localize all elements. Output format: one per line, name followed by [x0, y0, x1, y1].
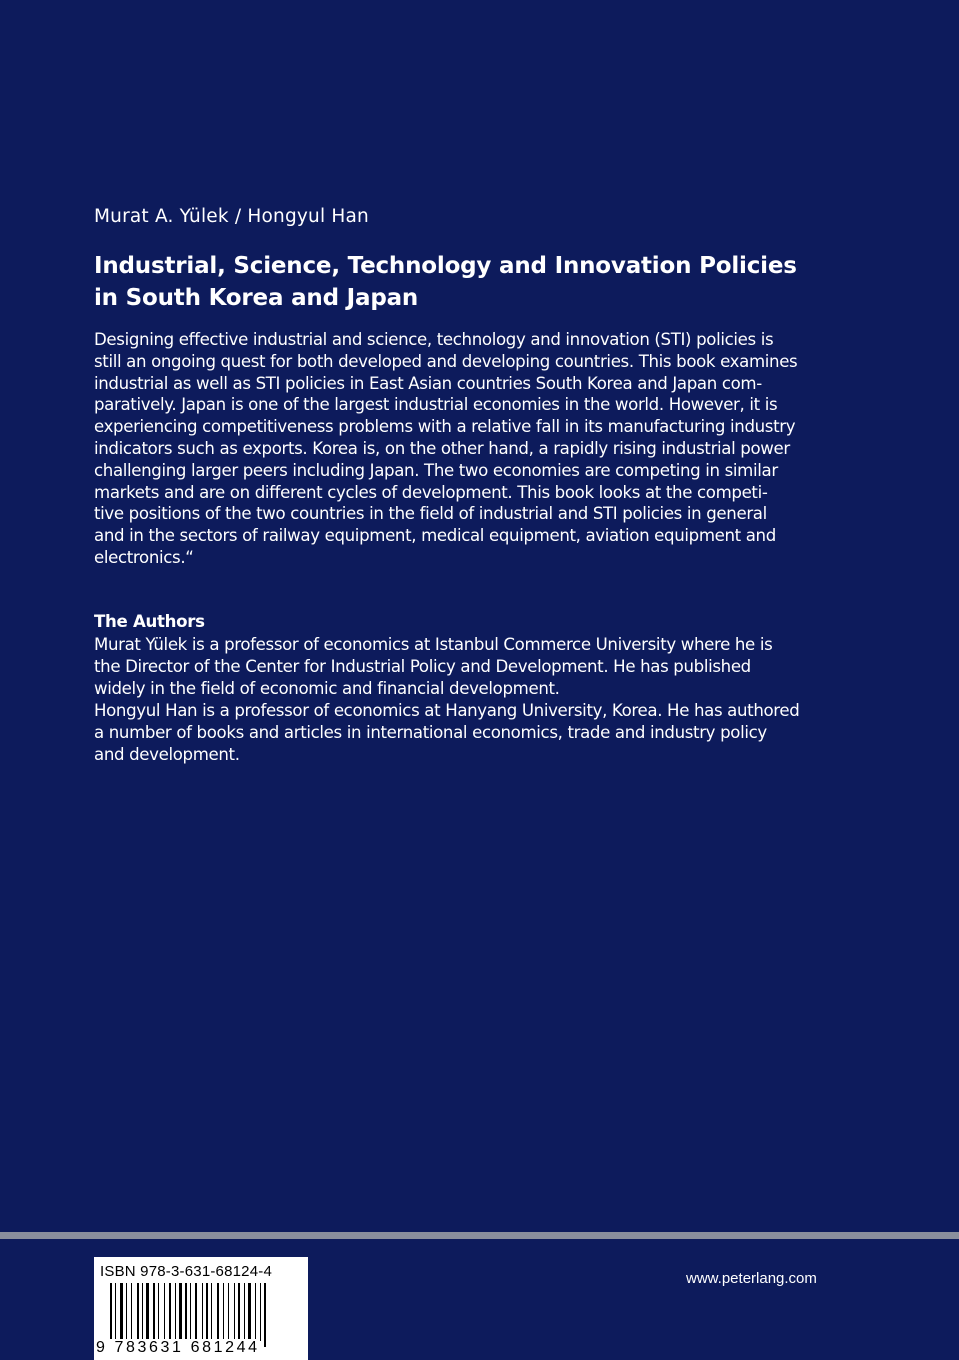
barcode-bar	[211, 1283, 212, 1341]
book-title-line: Industrial, Science, Technology and Innovation Policies	[94, 253, 797, 279]
barcode-bar	[131, 1283, 132, 1341]
barcode-bar	[179, 1283, 182, 1341]
description-line: electronics.“	[94, 547, 194, 567]
bio-line: a number of books and articles in international economics, trade and industry policy	[94, 722, 767, 742]
description-line: paratively. Japan is one of the largest industrial economies in the world. However, it is	[94, 395, 778, 415]
barcode-bar	[223, 1283, 224, 1341]
bio-line: Hongyul Han is a professor of economics at Hanyang University, Korea. He has authored	[94, 700, 800, 720]
barcode-bar	[142, 1283, 143, 1341]
barcode-bar	[169, 1283, 171, 1341]
barcode-bar	[206, 1283, 208, 1341]
publisher-url: www.peterlang.com	[686, 1270, 817, 1287]
barcode-bar	[195, 1283, 197, 1341]
barcode-bar	[202, 1283, 203, 1341]
book-title	[94, 250, 797, 314]
barcode-bar	[115, 1283, 116, 1341]
barcode-bar	[228, 1283, 229, 1341]
barcode-bar	[244, 1283, 245, 1341]
divider-rule	[0, 1232, 959, 1239]
description-line: tive positions of the two countries in the field of industrial and STI policies in general	[94, 504, 767, 524]
authors-bio	[94, 634, 800, 765]
bio-line: the Director of the Center for Industrial Policy and Development. He has published	[94, 656, 751, 676]
barcode-bar	[120, 1283, 123, 1341]
bio-line: and development.	[94, 744, 240, 764]
barcode-bar	[255, 1283, 256, 1341]
authors-heading: The Authors	[94, 612, 205, 631]
description-line: challenging larger peers including Japan. The two economies are competing in similar	[94, 460, 778, 480]
isbn-label: ISBN 978-3-631-68124-4	[100, 1263, 273, 1280]
description-line: indicators such as exports. Korea is, on the other hand, a rapidly rising industrial power	[94, 438, 790, 458]
barcode-bar	[158, 1283, 159, 1341]
barcode-bar	[238, 1283, 240, 1341]
barcode-bar	[126, 1283, 127, 1341]
book-description	[94, 329, 798, 569]
barcode-bar	[110, 1283, 112, 1347]
barcode-bar	[217, 1283, 219, 1341]
barcode-bar	[146, 1283, 149, 1341]
bio-line: widely in the field of economic and financial development.	[94, 678, 560, 698]
description-line: markets and are on different cycles of development. This book looks at the competi-	[94, 482, 768, 502]
book-title-line: in South Korea and Japan	[94, 285, 419, 311]
description-line: still an ongoing quest for both developed and developing countries. This book examines	[94, 351, 798, 371]
barcode-bar	[185, 1283, 187, 1341]
barcode-digits: 9 783631 681244	[96, 1339, 260, 1356]
barcode-bar	[164, 1283, 165, 1341]
description-line: Designing effective industrial and science, technology and innovation (STI) policies is	[94, 330, 774, 349]
authors-line: Murat A. Yülek / Hongyul Han	[94, 206, 369, 227]
isbn-barcode	[94, 1257, 308, 1360]
barcode-bar	[190, 1283, 191, 1341]
barcode-bar	[234, 1283, 235, 1341]
description-line: industrial as well as STI policies in East Asian countries South Korea and Japan com-	[94, 373, 762, 393]
barcode-bar	[153, 1283, 155, 1341]
description-line: experiencing competitiveness problems with a relative fall in its manufacturing industry	[94, 417, 796, 437]
bio-line: Murat Yülek is a professor of economics at Istanbul Commerce University where he is	[94, 635, 773, 654]
description-line: and in the sectors of railway equipment, medical equipment, aviation equipment and	[94, 526, 776, 546]
barcode-bar	[137, 1283, 139, 1341]
barcode-bar	[260, 1283, 261, 1341]
barcode-bar	[264, 1283, 266, 1347]
barcode-bar	[175, 1283, 176, 1341]
barcode-bar	[248, 1283, 251, 1341]
